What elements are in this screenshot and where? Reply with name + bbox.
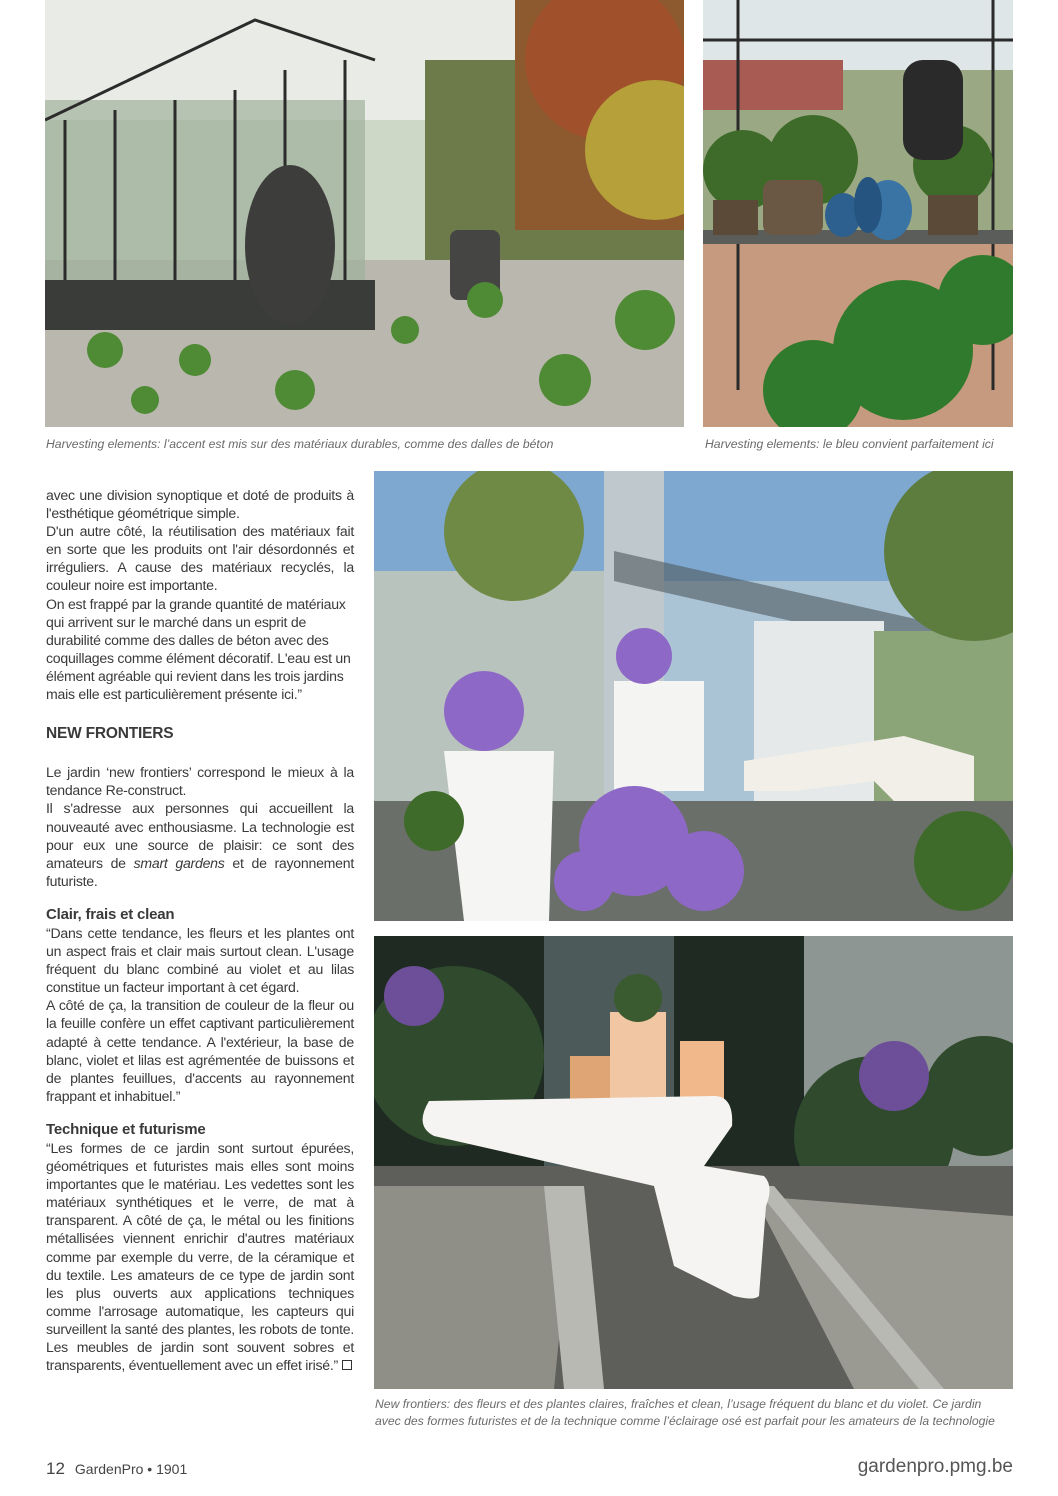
caption-photo-bench-line-2: avec des formes futuristes et de la technique comme l’éclairage osé est parfait pour les amateurs de la technologie <box>375 1414 995 1428</box>
text-segment: et de rayonnement futuriste. <box>46 854 354 889</box>
heading-clair-frais-clean: Clair, frais et clean <box>46 905 175 923</box>
footer-publication <box>46 1459 187 1479</box>
paragraph-intro-3: On est frappé par la grande quantité de matériaux qui arrivent sur le marché dans un esprit de durabilité comme des dalles de béton avec des coquillages comme élément décoratif. L'eau est un élément agréable qui revient dans les trois jardins mais elle est particulièrement présente ici.” <box>46 595 351 703</box>
footer-website-link[interactable]: gardenpro.pmg.be <box>857 1456 1013 1477</box>
paragraph-technique-1 <box>46 1139 354 1374</box>
paragraph-intro-1: avec une division synoptique et doté de produits à l'esthétique géométrique simple. <box>46 487 354 522</box>
paragraph-new-frontiers-1: Le jardin ‘new frontiers’ correspond le mieux à la tendance Re-construct. <box>46 764 354 799</box>
paragraph-clair-2: A côté de ça, la transition de couleur de la fleur ou la feuille confère un effet captivant particulièrement adapté à cette tendance. A l'extérieur, la base de blanc, violet et lilas est agrémentée de buissons et de plantes feuillues, d'accents au rayonnement frappant et inhabituel.” <box>46 997 354 1104</box>
text-segment: “Les formes de ce jardin sont surtout épurées, géométriques et futuristes mais elles sont moins importantes que le matériau. Les vedettes sont les matériaux synthétiques et le verre, de mat à transparent. A côté de ça, le métal ou les finitions métallisées viennent enrichir d'autres matériaux comme par exemple du verre, de la céramique et du textile. Les amateurs de ce type de jardin sont les plus ouverts aux applications techniques comme l'arrosage automatique, les capteurs qui surveillent la santé des plantes, les robots de tonte. Les meubles de jardin sont souvent sobres et transparents, éventuellement avec un effet irisé.” <box>46 1140 354 1374</box>
paragraph-new-frontiers-2 <box>46 799 354 889</box>
emphasis-smart-gardens: smart gardens <box>133 854 225 871</box>
text-segment: Il s'adresse aux personnes qui accueillent la nouveauté avec enthousiasme. La technologie est pour eux une source de plaisir: ce sont des amateurs de <box>46 800 354 871</box>
end-of-article-square-icon <box>342 1360 352 1370</box>
photo-blue-vases-shelf <box>703 0 1013 427</box>
heading-technique-futurisme: Technique et futurisme <box>46 1120 206 1138</box>
article-column <box>46 486 354 1374</box>
heading-new-frontiers: NEW FRONTIERS <box>46 725 174 743</box>
caption-photo-greenhouse: Harvesting elements: l’accent est mis sur des matériaux durables, comme des dalles de béton <box>46 437 554 451</box>
photo-illuminated-bench <box>374 936 1013 1389</box>
photo-greenhouse-garden <box>45 0 684 427</box>
publication-issue: GardenPro • 1901 <box>74 1461 188 1477</box>
page-number: 12 <box>46 1459 65 1478</box>
paragraph-intro-2: D'un autre côté, la réutilisation des matériaux fait en sorte que les produits ont l'air désordonnés et irréguliers. A cause des matériaux recyclés, la couleur noire est importante. <box>46 523 354 594</box>
photo-white-planters-flowers <box>374 471 1013 921</box>
caption-photo-bench-line-1: New frontiers: des fleurs et des plantes claires, fraîches et clean, l’usage fréquent du blanc et du violet. Ce jardin <box>375 1397 982 1411</box>
caption-photo-blue-vases: Harvesting elements: le bleu convient parfaitement ici <box>705 437 994 451</box>
paragraph-clair-1: “Dans cette tendance, les fleurs et les plantes ont un aspect frais et clair mais surtout clean. L'usage fréquent du blanc combiné au violet et au lilas constitue un facteur important à cet égard. <box>46 924 354 996</box>
